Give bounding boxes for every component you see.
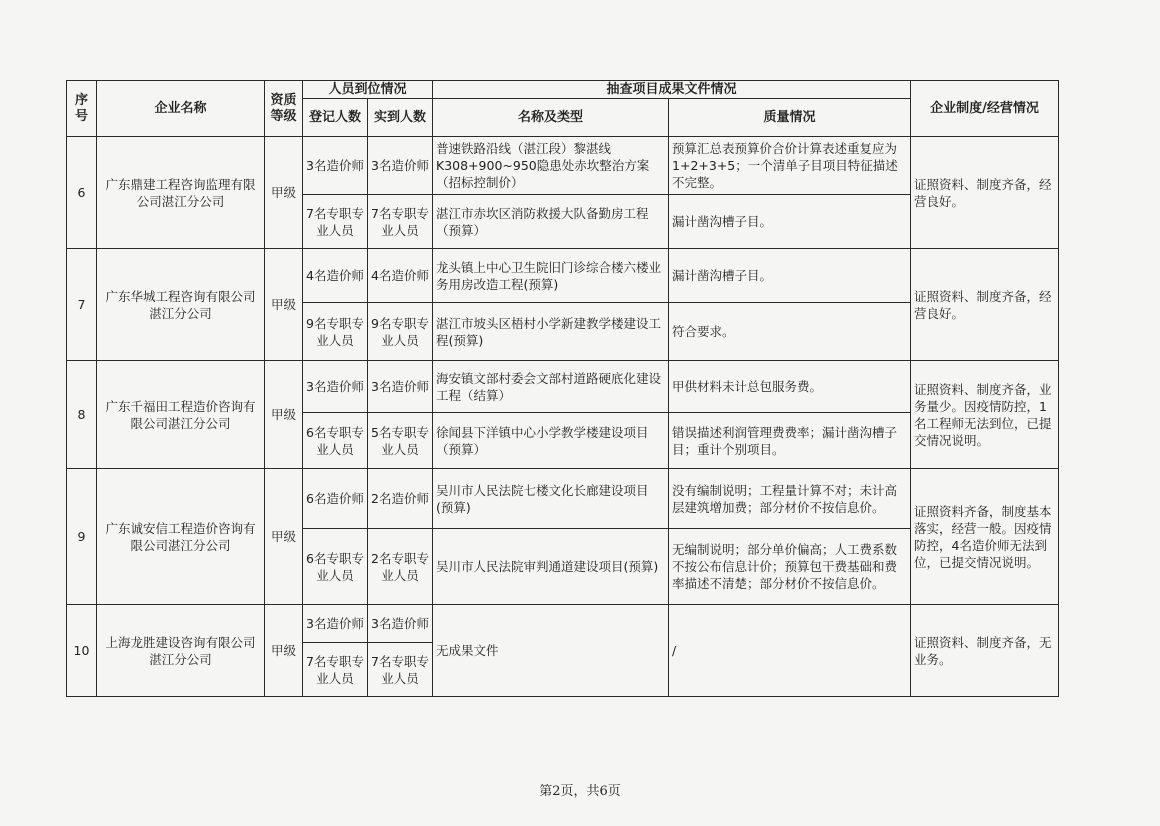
header-staff-group: 人员到位情况 xyxy=(303,81,433,99)
table-row xyxy=(67,249,1059,303)
company-name: 上海龙胜建设咨询有限公司湛江分公司 xyxy=(97,605,265,697)
header-company: 企业名称 xyxy=(97,81,265,137)
row-seq: 6 xyxy=(67,137,97,249)
table-row xyxy=(67,361,1059,413)
qualification-grade: 甲级 xyxy=(265,361,303,469)
quality-note: 没有编制说明；工程量计算不对；未计高层建筑增加费；部分材价不按信息价。 xyxy=(669,469,911,529)
quality-note: 漏计凿沟槽子目。 xyxy=(669,195,911,249)
row-seq: 10 xyxy=(67,605,97,697)
actual-count: 2名造价师 xyxy=(368,469,433,529)
header-actual: 实到人数 xyxy=(368,99,433,137)
row-seq: 7 xyxy=(67,249,97,361)
actual-count: 3名造价师 xyxy=(368,605,433,643)
header-registered: 登记人数 xyxy=(303,99,368,137)
header-review-group: 抽查项目成果文件情况 xyxy=(433,81,911,99)
actual-count: 3名造价师 xyxy=(368,361,433,413)
registered-count: 7名专职专业人员 xyxy=(303,643,368,697)
row-seq: 9 xyxy=(67,469,97,605)
actual-count: 9名专职专业人员 xyxy=(368,303,433,361)
actual-count: 3名造价师 xyxy=(368,137,433,195)
project-name: 吴川市人民法院审判通道建设项目(预算) xyxy=(433,529,669,605)
header-system: 企业制度/经营情况 xyxy=(911,81,1059,137)
registered-count: 6名造价师 xyxy=(303,469,368,529)
header-name-type: 名称及类型 xyxy=(433,99,669,137)
table-row xyxy=(67,469,1059,529)
quality-note: / xyxy=(669,605,911,697)
actual-count: 2名专职专业人员 xyxy=(368,529,433,605)
system-status: 证照资料、制度齐备，经营良好。 xyxy=(911,137,1059,249)
system-status: 证照资料、制度齐备，经营良好。 xyxy=(911,249,1059,361)
actual-count: 7名专职专业人员 xyxy=(368,643,433,697)
registered-count: 9名专职专业人员 xyxy=(303,303,368,361)
quality-note: 错误描述利润管理费费率；漏计凿沟槽子目；重计个别项目。 xyxy=(669,413,911,469)
registered-count: 4名造价师 xyxy=(303,249,368,303)
table-row xyxy=(67,605,1059,643)
project-name: 龙头镇上中心卫生院旧门诊综合楼六楼业务用房改造工程(预算) xyxy=(433,249,669,303)
project-name: 海安镇文部村委会文部村道路硬底化建设工程（结算） xyxy=(433,361,669,413)
project-name: 吴川市人民法院七楼文化长廊建设项目(预算) xyxy=(433,469,669,529)
company-name: 广东华城工程咨询有限公司湛江分公司 xyxy=(97,249,265,361)
header-grade: 资质等级 xyxy=(265,81,303,137)
quality-note: 漏计凿沟槽子目。 xyxy=(669,249,911,303)
registered-count: 3名造价师 xyxy=(303,137,368,195)
quality-note: 无编制说明；部分单价偏高；人工费系数不按公布信息计价；预算包干费基础和费率描述不清楚；部分材价不按信息价。 xyxy=(669,529,911,605)
quality-note: 甲供材料未计总包服务费。 xyxy=(669,361,911,413)
qualification-grade: 甲级 xyxy=(265,605,303,697)
table-row xyxy=(67,137,1059,195)
quality-note: 符合要求。 xyxy=(669,303,911,361)
company-name: 广东诚安信工程造价咨询有限公司湛江分公司 xyxy=(97,469,265,605)
registered-count: 6名专职专业人员 xyxy=(303,413,368,469)
project-name: 无成果文件 xyxy=(433,605,669,697)
qualification-grade: 甲级 xyxy=(265,249,303,361)
quality-note: 预算汇总表预算价合价计算表述重复应为1+2+3+5；一个清单子目项目特征描述不完整。 xyxy=(669,137,911,195)
system-status: 证照资料、制度齐备，无业务。 xyxy=(911,605,1059,697)
registered-count: 7名专职专业人员 xyxy=(303,195,368,249)
page-number: 第2页，共6页 xyxy=(539,784,621,799)
qualification-grade: 甲级 xyxy=(265,469,303,605)
project-name: 徐闻县下洋镇中心小学教学楼建设项目（预算） xyxy=(433,413,669,469)
registered-count: 6名专职专业人员 xyxy=(303,529,368,605)
company-name: 广东鼎建工程咨询监理有限公司湛江分公司 xyxy=(97,137,265,249)
actual-count: 4名造价师 xyxy=(368,249,433,303)
registered-count: 3名造价师 xyxy=(303,361,368,413)
actual-count: 7名专职专业人员 xyxy=(368,195,433,249)
header-quality: 质量情况 xyxy=(669,99,911,137)
row-seq: 8 xyxy=(67,361,97,469)
inspection-table xyxy=(66,80,1059,697)
actual-count: 5名专职专业人员 xyxy=(368,413,433,469)
project-name: 湛江市赤坎区消防救援大队备勤房工程（预算） xyxy=(433,195,669,249)
project-name: 普速铁路沿线（湛江段）黎湛线K308+900~950隐患处赤坎整治方案（招标控制价） xyxy=(433,137,669,195)
registered-count: 3名造价师 xyxy=(303,605,368,643)
qualification-grade: 甲级 xyxy=(265,137,303,249)
system-status: 证照资料齐备，制度基本落实，经营一般。因疫情防控，4名造价师无法到位，已提交情况说明。 xyxy=(911,469,1059,605)
header-seq: 序号 xyxy=(67,81,97,137)
system-status: 证照资料、制度齐备，业务量少。因疫情防控，1名工程师无法到位，已提交情况说明。 xyxy=(911,361,1059,469)
project-name: 湛江市坡头区梧村小学新建教学楼建设工程(预算) xyxy=(433,303,669,361)
company-name: 广东千福田工程造价咨询有限公司湛江分公司 xyxy=(97,361,265,469)
